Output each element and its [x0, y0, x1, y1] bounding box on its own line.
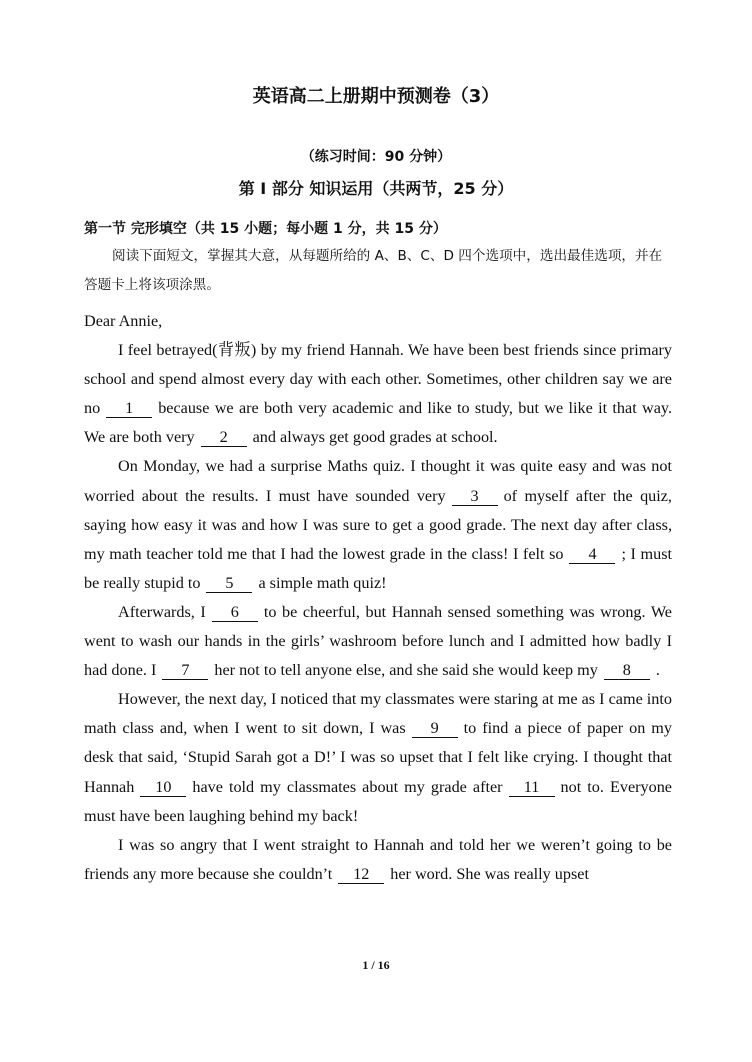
paragraph-text: her not to tell anyone else, and she said she would keep my: [214, 661, 598, 680]
paragraph-5: [84, 831, 672, 889]
paragraph-text: to find a piece of paper on my desk that said, ‘Stupid Sarah got a D!’ I was so upset that I felt like crying. I thought that Hannah: [84, 719, 672, 796]
paragraph-text: .: [655, 661, 660, 680]
blank-6: 6: [212, 604, 258, 622]
paragraph-text: However, the next day, I noticed that my classmates were staring at me as I came into math class and, when I went to sit down, I was: [84, 690, 672, 738]
blank-9: 9: [412, 720, 458, 738]
paragraph-text: have told my classmates about my grade after: [192, 777, 503, 796]
section-instructions: 阅读下面短文，掌握其大意，从每题所给的 A、B、C、D 四个选项中，选出最佳选项，并在答题卡上将该项涂黑。: [84, 248, 663, 293]
blank-7: 7: [162, 662, 208, 680]
paragraph-text: to be cheerful, but Hannah sensed something was wrong. We went to wash our hands in the girls’ washroom before lunch and I admitted how badly I had done. I: [84, 602, 672, 680]
paragraph-text: I feel betrayed(背叛) by my friend Hannah. We have been best friends since primary school and spend almost every day with each other. Sometimes, other children say we are no: [84, 341, 672, 418]
paragraph-text: Afterwards, I: [118, 602, 206, 621]
paragraph-text: because we are both very academic and like to study, but we like it that way. We are both very: [84, 399, 672, 447]
paragraph-1: [84, 336, 672, 452]
blank-12: 12: [338, 866, 384, 884]
cloze-passage: [84, 307, 672, 889]
part-title: 第 I 部分 知识运用（共两节，25 分）: [238, 179, 514, 198]
paragraph-text: of myself after the quiz, saying how easy it was and how I was sure to get a good grade. The next day after class, my math teacher told me that I had the lowest grade in the class! I felt so: [84, 486, 672, 563]
blank-10: 10: [140, 779, 186, 797]
paragraph-2: [84, 452, 672, 597]
paragraph-text: a simple math quiz!: [258, 573, 387, 592]
salutation: Dear Annie,: [84, 312, 163, 330]
blank-3: 3: [452, 488, 498, 506]
blank-11: 11: [509, 779, 555, 797]
paragraph-text: not to. Everyone must have been laughing behind my back!: [84, 777, 672, 825]
section-heading: 第一节 完形填空（共 15 小题；每小题 1 分，共 15 分）: [84, 221, 447, 237]
paragraph-text: On Monday, we had a surprise Maths quiz. I thought it was quite easy and was not worried about the results. I must have sounded very: [84, 457, 672, 505]
blank-8: 8: [604, 662, 650, 680]
blank-1: 1: [106, 400, 152, 418]
paragraph-4: [84, 685, 672, 830]
exam-title: 英语高二上册期中预测卷（3）: [252, 86, 500, 107]
blank-4: 4: [569, 546, 615, 564]
paragraph-text: her word. She was really upset: [390, 864, 589, 883]
paragraph-text: ; I must be really stupid to: [84, 544, 672, 592]
blank-5: 5: [206, 575, 252, 593]
time-note: （练习时间：90 分钟）: [300, 149, 452, 165]
paragraph-text: and always get good grades at school.: [252, 428, 498, 447]
page-number: 1 / 16: [362, 958, 390, 972]
blank-2: 2: [201, 429, 247, 447]
paragraph-3: [84, 598, 672, 685]
paragraph-text: I was so angry that I went straight to Hannah and told her we weren’t going to be friends any more because she couldn’t: [84, 835, 672, 883]
